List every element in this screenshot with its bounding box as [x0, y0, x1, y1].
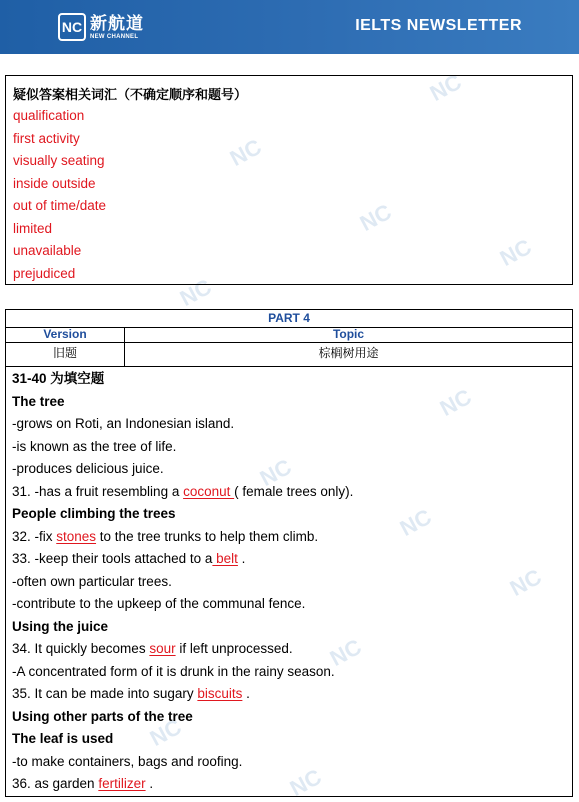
- q35-prefix: 35. It can be made into sugary: [12, 686, 198, 701]
- answer-32: stones: [56, 528, 97, 544]
- table-header-row: [6, 327, 572, 343]
- q36-prefix: 36. as garden: [12, 776, 99, 791]
- watermark-logo-icon: NC: [175, 274, 216, 312]
- vocab-item: out of time/date: [13, 198, 107, 213]
- watermark-logo-icon: NC: [355, 199, 396, 237]
- question-32: [12, 528, 568, 551]
- heading-juice: Using the juice: [12, 618, 109, 634]
- watermark-logo-icon: NC: [505, 564, 546, 602]
- version-header: Version: [6, 327, 125, 342]
- text-line: -produces delicious juice.: [12, 461, 164, 476]
- text-line: -to make containers, bags and roofing.: [12, 753, 243, 769]
- q33-suffix: .: [237, 551, 246, 566]
- answer-33: belt: [212, 551, 238, 566]
- brand-logo: [58, 10, 144, 44]
- answer-34: sour: [149, 641, 176, 656]
- watermark-logo-icon: NC: [145, 714, 186, 752]
- watermark-logo-icon: NC: [425, 69, 466, 107]
- vocab-item: visually seating: [13, 153, 105, 168]
- question-36: [12, 775, 568, 798]
- text-line: -grows on Roti, an Indonesian island.: [12, 416, 235, 431]
- q31-prefix: 31. -has a fruit resembling a: [12, 483, 184, 499]
- question-33: [12, 550, 568, 573]
- logo-chinese: 新航道: [90, 13, 144, 33]
- answer-35: biscuits: [197, 686, 243, 701]
- heading-tree: The tree: [12, 393, 65, 409]
- question-35: [12, 685, 568, 708]
- watermark-logo-icon: NC: [325, 634, 366, 672]
- watermark-logo-icon: NC: [225, 134, 266, 172]
- vocab-item: prejudiced: [13, 265, 76, 281]
- vocab-item: first activity: [13, 130, 80, 146]
- watermark-logo-icon: NC: [495, 234, 536, 272]
- vocab-item: unavailable: [13, 243, 82, 258]
- part4-box: [5, 309, 573, 797]
- watermark-logo-icon: NC: [255, 454, 296, 492]
- text-line: -often own particular trees.: [12, 573, 172, 589]
- q34-prefix: 34. It quickly becomes: [12, 641, 150, 656]
- text-line: -A concentrated form of it is drunk in the rainy season.: [12, 663, 335, 679]
- version-value: 旧题: [6, 342, 125, 366]
- table-value-row: [6, 342, 572, 367]
- part-label: PART 4: [6, 310, 572, 328]
- header-banner: [0, 0, 579, 54]
- logo-mark-icon: NC: [58, 13, 86, 41]
- q32-prefix: 32. -fix: [12, 528, 57, 544]
- question-34: [12, 640, 568, 663]
- vocab-item: qualification: [13, 108, 85, 123]
- watermark-logo-icon: NC: [395, 504, 436, 542]
- heading-leaf: The leaf is used: [12, 731, 114, 746]
- part4-content: [12, 370, 568, 798]
- q35-suffix: .: [242, 686, 250, 701]
- q32-suffix: to the tree trunks to help them climb.: [96, 528, 319, 544]
- answer-31: coconut: [183, 483, 235, 499]
- vocab-item: limited: [13, 220, 53, 236]
- logo-text: [90, 15, 144, 40]
- q33-prefix: 33. -keep their tools attached to a: [12, 551, 213, 566]
- topic-header: Topic: [332, 327, 365, 341]
- q31-suffix: ( female trees only).: [234, 483, 354, 499]
- answer-36: fertilizer: [98, 776, 146, 791]
- vocab-item: inside outside: [13, 175, 96, 191]
- heading-other-parts: Using other parts of the tree: [12, 708, 193, 724]
- vocab-box: [5, 75, 573, 285]
- watermark-logo-icon: NC: [285, 764, 326, 802]
- question-31: [12, 483, 568, 506]
- topic-value: 棕榈树用途: [318, 346, 379, 360]
- newsletter-title: IELTS NEWSLETTER: [355, 17, 522, 34]
- section-intro: 31-40 为填空题: [12, 371, 105, 386]
- logo-english: NEW CHANNEL: [90, 33, 139, 40]
- text-line: -contribute to the upkeep of the communal fence.: [12, 596, 306, 611]
- q34-suffix: if left unprocessed.: [175, 641, 293, 656]
- heading-people: People climbing the trees: [12, 506, 176, 521]
- vocab-list: [13, 106, 106, 286]
- watermark-logo-icon: NC: [435, 384, 476, 422]
- text-line: -is known as the tree of life.: [12, 438, 177, 454]
- vocab-title: 疑似答案相关词汇（不确定顺序和题号）: [13, 87, 248, 102]
- q36-suffix: .: [145, 776, 154, 791]
